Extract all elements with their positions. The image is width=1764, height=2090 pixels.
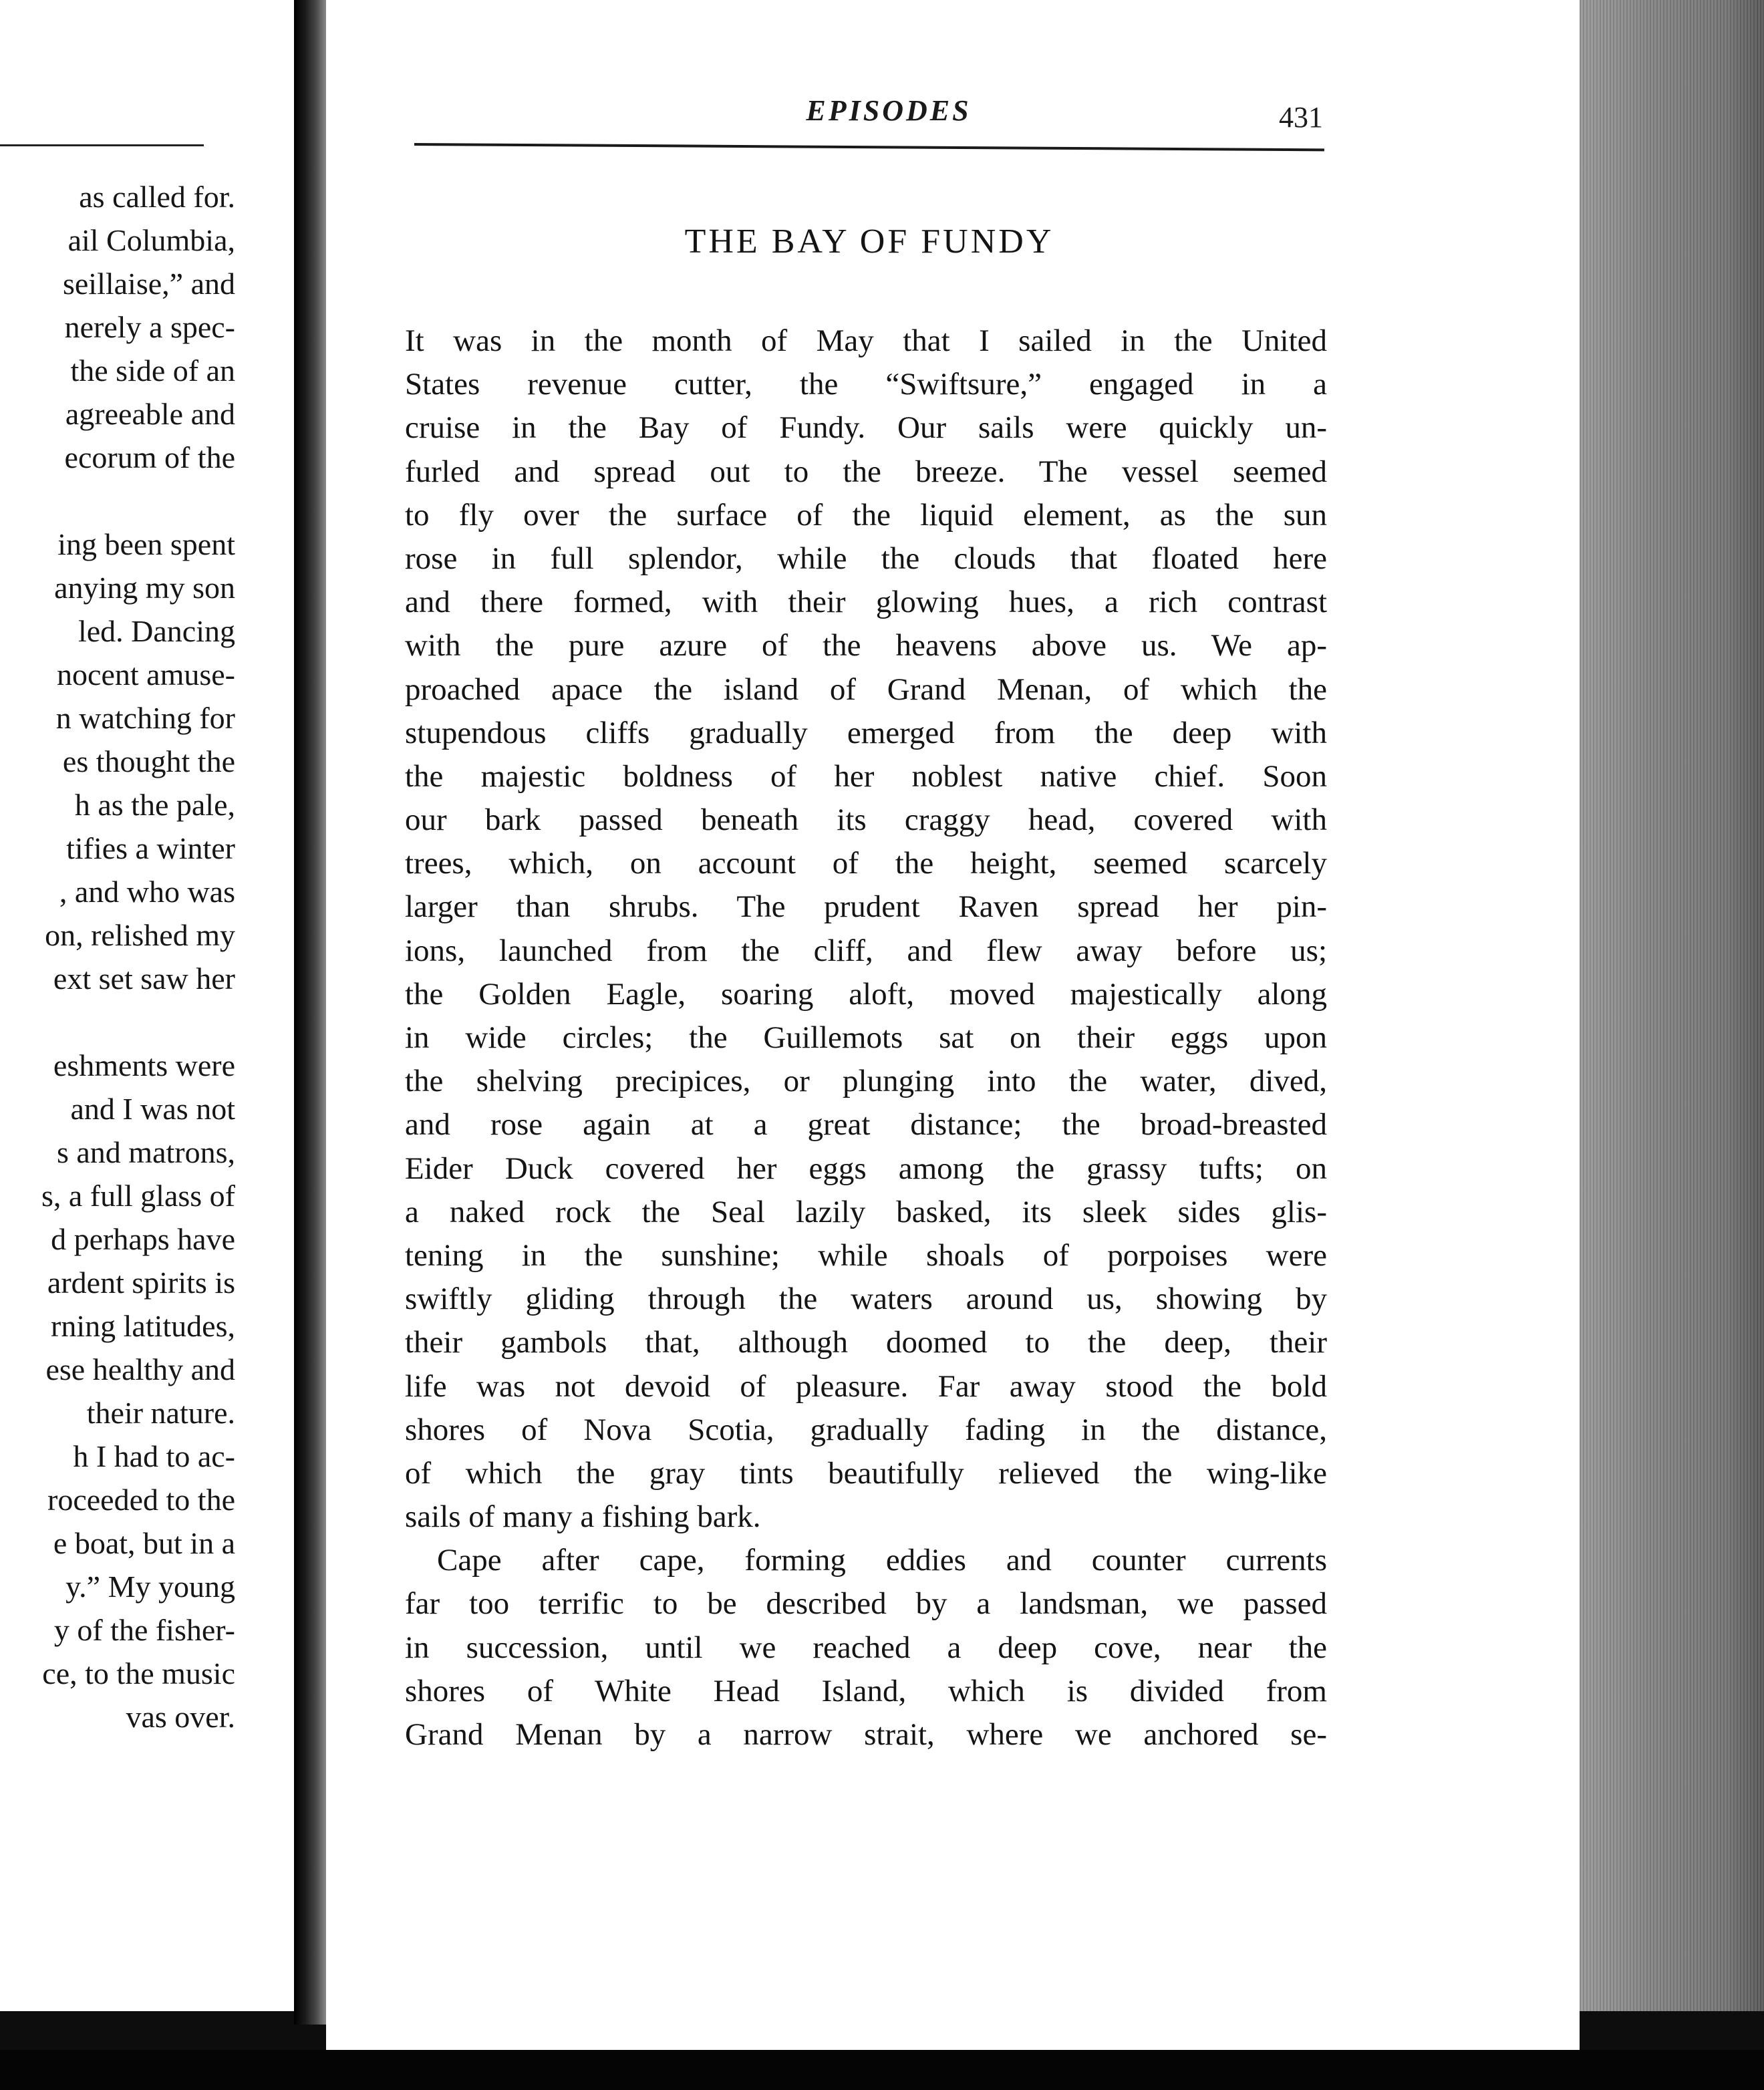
paragraph-2-line: far too terrific to be described by a landsman, we passed [405, 1586, 1327, 1622]
facing-page-line: h I had to ac- [73, 1439, 235, 1473]
paragraph-1-line: and there formed, with their glowing hues, a rich contrast [405, 585, 1327, 620]
body-text [405, 319, 1327, 1757]
facing-page-line: es thought the [62, 744, 235, 778]
facing-page-text [41, 175, 235, 1739]
paragraph-1-line: trees, which, on account of the height, seemed scarcely [405, 846, 1327, 881]
facing-page-line: s and matrons, [56, 1135, 235, 1169]
facing-page-line: eshments were [53, 1048, 235, 1082]
paragraph-1-line: stupendous cliffs gradually emerged from the deep with [405, 715, 1327, 750]
paragraph-1-line: tening in the sunshine; while shoals of porpoises were [405, 1237, 1327, 1273]
paragraph-1-line: swiftly gliding through the waters around us, showing by [405, 1282, 1327, 1317]
facing-page-line: vas over. [126, 1700, 235, 1734]
facing-page-line: the side of an [70, 353, 235, 388]
facing-page-line: , and who was [59, 875, 235, 909]
paragraph-1-line: and rose again at a great distance; the broad-breasted [405, 1107, 1327, 1143]
paragraph-1-line: larger than shrubs. The prudent Raven spread her pin- [405, 889, 1327, 925]
paragraph-2-line: shores of White Head Island, which is divided from [405, 1673, 1327, 1708]
facing-page-line: led. Dancing [78, 614, 235, 648]
facing-page-line: on, relished my [45, 918, 235, 952]
paragraph-1-line: in wide circles; the Guillemots sat on their eggs upon [405, 1020, 1327, 1055]
facing-page-line: d perhaps have [51, 1222, 235, 1256]
paragraph-1-line: a naked rock the Seal lazily basked, its sleek sides glis- [405, 1194, 1327, 1229]
book-fore-edge [1580, 0, 1764, 2011]
paragraph-1-line: the Golden Eagle, soaring aloft, moved majestically along [405, 976, 1327, 1012]
paragraph-1-line: with the pure azure of the heavens above us. We ap- [405, 628, 1327, 663]
paragraph-1-line: of which the gray tints beautifully relieved the wing-like [405, 1455, 1327, 1491]
paragraph-2-line: in succession, until we reached a deep cove, near the [405, 1630, 1327, 1665]
paragraph-2-line: Cape after cape, forming eddies and counter currents [437, 1543, 1327, 1578]
paragraph-1-line: their gambols that, although doomed to the deep, their [405, 1325, 1327, 1360]
facing-page-line: y.” My young [65, 1570, 235, 1604]
facing-page-line: y of the fisher- [53, 1613, 235, 1647]
facing-page-line: ce, to the music [42, 1656, 235, 1690]
paragraph-1-line: furled and spread out to the breeze. The vessel seemed [405, 454, 1327, 489]
page-number: 431 [1279, 101, 1323, 134]
facing-page-line: as called for. [79, 180, 235, 214]
paragraph-1-line: life was not devoid of pleasure. Far away stood the bold [405, 1368, 1327, 1404]
facing-page-line: ail Columbia, [67, 223, 235, 257]
facing-page-line: ardent spirits is [47, 1265, 235, 1300]
facing-page-line: roceeded to the [47, 1483, 235, 1517]
facing-page-line: ecorum of the [64, 440, 235, 474]
facing-page-line: s, a full glass of [41, 1179, 235, 1213]
paragraph-1-line: our bark passed beneath its craggy head, covered with [405, 802, 1327, 838]
scan-bottom-edge [0, 2050, 1764, 2090]
facing-page-line: ese healthy and [45, 1352, 235, 1386]
facing-page-line: ext set saw her [53, 961, 235, 996]
paragraph-1-line: ions, launched from the cliff, and flew away before us; [405, 933, 1327, 968]
paragraph-1-line: shores of Nova Scotia, gradually fading in the distance, [405, 1412, 1327, 1447]
paragraph-1-line: rose in full splendor, while the clouds that floated here [405, 541, 1327, 576]
facing-page-line: anying my son [54, 571, 235, 605]
facing-page-line: ing been spent [57, 527, 235, 561]
paragraph-1-line: the shelving precipices, or plunging into the water, dived, [405, 1064, 1327, 1099]
chapter-title: THE BAY OF FUNDY [684, 222, 1054, 261]
facing-page-line: seillaise,” and [62, 267, 235, 301]
paragraph-1-line: States revenue cutter, the “Swiftsure,” engaged in a [405, 367, 1327, 402]
facing-page-line: and I was not [70, 1092, 235, 1126]
facing-page-line: agreeable and [65, 397, 235, 431]
paragraph-1-line: to fly over the surface of the liquid element, as the sun [405, 497, 1327, 533]
paragraph-1-line: proached apace the island of Grand Menan, of which the [405, 671, 1327, 707]
facing-page-line: nocent amuse- [57, 657, 235, 692]
paragraph-1-line: cruise in the Bay of Fundy. Our sails were quickly un- [405, 410, 1327, 446]
paragraph-1-line: sails of many a fishing bark. [405, 1499, 761, 1535]
facing-page-left [0, 0, 294, 2011]
paragraph-1-line: Eider Duck covered her eggs among the grassy tufts; on [405, 1151, 1327, 1186]
facing-page-line: their nature. [86, 1396, 235, 1430]
running-title: EPISODES [806, 94, 972, 127]
facing-page-line: nerely a spec- [64, 310, 235, 344]
facing-page-line: e boat, but in a [53, 1526, 235, 1560]
paragraph-1-line: It was in the month of May that I sailed in the United [405, 323, 1327, 358]
paragraph-2-line: Grand Menan by a narrow strait, where we anchored se- [405, 1717, 1327, 1752]
facing-page-header-rule [0, 144, 204, 146]
facing-page-line: rning latitudes, [51, 1309, 235, 1343]
paragraph-1-line: the majestic boldness of her noblest native chief. Soon [405, 758, 1327, 794]
book-gutter-shadow [294, 0, 326, 2025]
facing-page-line: tifies a winter [66, 831, 235, 865]
facing-page-line: n watching for [55, 701, 235, 735]
facing-page-line: h as the pale, [74, 788, 235, 822]
